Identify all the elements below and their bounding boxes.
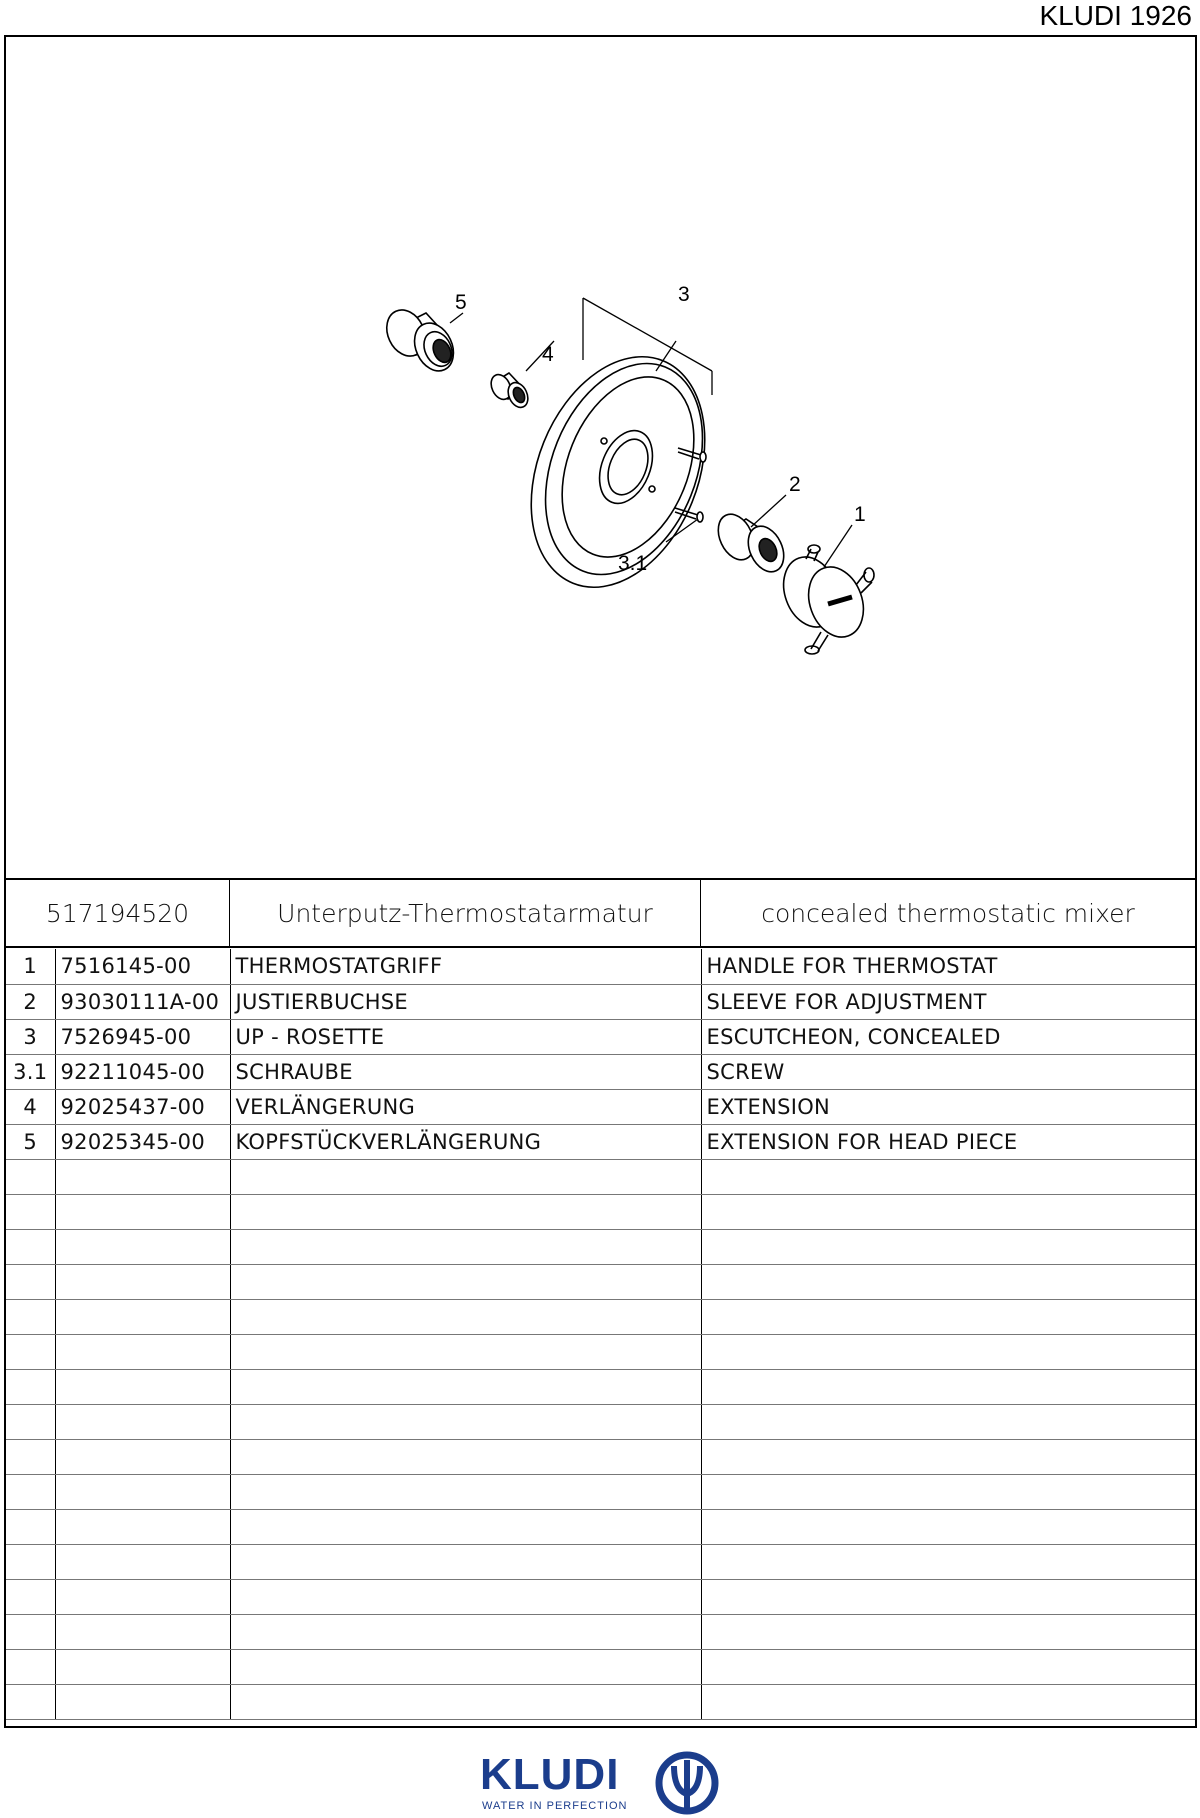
empty-table-row (6, 1404, 1195, 1439)
empty-cell (6, 1474, 55, 1509)
empty-table-row (6, 1229, 1195, 1264)
part-position: 4 (6, 1089, 55, 1124)
empty-cell (230, 1684, 701, 1719)
empty-cell (701, 1369, 1195, 1404)
empty-cell (55, 1299, 230, 1334)
empty-cell (6, 1159, 55, 1194)
empty-cell (55, 1159, 230, 1194)
empty-cell (6, 1544, 55, 1579)
empty-cell (55, 1509, 230, 1544)
empty-table-row (6, 1159, 1195, 1194)
empty-table-row (6, 1509, 1195, 1544)
empty-cell (701, 1649, 1195, 1684)
part-article-number: 7516145-00 (55, 949, 230, 984)
part-article-number: 92025345-00 (55, 1124, 230, 1159)
empty-cell (6, 1369, 55, 1404)
empty-cell (701, 1474, 1195, 1509)
empty-cell (55, 1684, 230, 1719)
part-position: 2 (6, 984, 55, 1019)
empty-table-row (6, 1579, 1195, 1614)
empty-cell (701, 1509, 1195, 1544)
empty-cell (6, 1684, 55, 1719)
empty-cell (701, 1264, 1195, 1299)
logo-tagline: WATER IN PERFECTION (482, 1800, 628, 1812)
table-row (6, 984, 1195, 1019)
empty-cell (230, 1194, 701, 1229)
document-title: KLUDI 1926 (1039, 0, 1192, 31)
part-position: 5 (6, 1124, 55, 1159)
empty-cell (6, 1509, 55, 1544)
callout-3: 3 (678, 283, 690, 306)
part-name-en: ESCUTCHEON, CONCEALED (701, 1019, 1195, 1054)
empty-cell (230, 1369, 701, 1404)
empty-cell (701, 1684, 1195, 1719)
part-article-number: 92211045-00 (55, 1054, 230, 1089)
empty-cell (55, 1264, 230, 1299)
empty-cell (230, 1334, 701, 1369)
empty-cell (6, 1439, 55, 1474)
empty-cell (230, 1614, 701, 1649)
sheet-frame (4, 35, 1197, 1728)
table-row (6, 1054, 1195, 1089)
empty-cell (55, 1404, 230, 1439)
empty-cell (55, 1194, 230, 1229)
empty-cell (6, 1264, 55, 1299)
empty-cell (55, 1544, 230, 1579)
part-position: 3.1 (6, 1054, 55, 1089)
empty-cell (701, 1194, 1195, 1229)
part-1-thermostat-handle (774, 545, 874, 654)
part-article-number: 93030111A-00 (55, 984, 230, 1019)
empty-cell (6, 1194, 55, 1229)
part-name-en: SLEEVE FOR ADJUSTMENT (701, 984, 1195, 1019)
empty-table-row (6, 1544, 1195, 1579)
empty-cell (230, 1649, 701, 1684)
empty-cell (6, 1404, 55, 1439)
empty-cell (6, 1299, 55, 1334)
empty-table-row (6, 1474, 1195, 1509)
table-row (6, 1089, 1195, 1124)
empty-cell (55, 1334, 230, 1369)
empty-table-row (6, 1439, 1195, 1474)
kludi-logo (478, 1750, 728, 1816)
empty-cell (55, 1649, 230, 1684)
exploded-drawing (6, 37, 1195, 880)
part-name-en: EXTENSION FOR HEAD PIECE (701, 1124, 1195, 1159)
part-name-de: THERMOSTATGRIFF (230, 949, 701, 984)
part-article-number: 92025437-00 (55, 1089, 230, 1124)
empty-cell (55, 1474, 230, 1509)
empty-cell (6, 1579, 55, 1614)
empty-cell (230, 1544, 701, 1579)
empty-cell (230, 1579, 701, 1614)
part-2-adjustment-sleeve (711, 508, 790, 577)
empty-cell (701, 1439, 1195, 1474)
empty-cell (701, 1299, 1195, 1334)
empty-cell (6, 1229, 55, 1264)
empty-table-row (6, 1334, 1195, 1369)
part-name-de: VERLÄNGERUNG (230, 1089, 701, 1124)
empty-cell (701, 1404, 1195, 1439)
empty-cell (6, 1614, 55, 1649)
empty-cell (701, 1229, 1195, 1264)
callout-3-1: 3.1 (618, 552, 648, 575)
part-position: 3 (6, 1019, 55, 1054)
part-name-de: SCHRAUBE (230, 1054, 701, 1089)
part-5-head-piece-extension (380, 304, 461, 378)
part-article-number: 7526945-00 (55, 1019, 230, 1054)
part-4-extension (487, 371, 531, 410)
empty-cell (230, 1509, 701, 1544)
empty-cell (55, 1229, 230, 1264)
empty-cell (6, 1334, 55, 1369)
parts-table (6, 949, 1195, 1720)
part-position: 1 (6, 949, 55, 984)
empty-cell (701, 1579, 1195, 1614)
exploded-view-svg (6, 37, 1199, 880)
empty-cell (55, 1579, 230, 1614)
empty-cell (701, 1159, 1195, 1194)
part-name-de: JUSTIERBUCHSE (230, 984, 701, 1019)
empty-table-row (6, 1684, 1195, 1719)
empty-table-row (6, 1264, 1195, 1299)
empty-cell (230, 1159, 701, 1194)
part-name-en: HANDLE FOR THERMOSTAT (701, 949, 1195, 984)
empty-cell (701, 1334, 1195, 1369)
empty-cell (230, 1264, 701, 1299)
empty-table-row (6, 1614, 1195, 1649)
empty-table-row (6, 1299, 1195, 1334)
empty-cell (230, 1229, 701, 1264)
empty-cell (701, 1544, 1195, 1579)
product-article-number: 517194520 (6, 880, 230, 946)
table-row (6, 1124, 1195, 1159)
empty-cell (230, 1474, 701, 1509)
empty-table-row (6, 1194, 1195, 1229)
part-name-en: EXTENSION (701, 1089, 1195, 1124)
callout-2: 2 (789, 473, 801, 496)
empty-table-row (6, 1649, 1195, 1684)
empty-table-row (6, 1369, 1195, 1404)
empty-cell (55, 1439, 230, 1474)
part-name-de: UP - ROSETTE (230, 1019, 701, 1054)
product-header (6, 880, 1195, 948)
part-name-en: SCREW (701, 1054, 1195, 1089)
empty-cell (6, 1649, 55, 1684)
part-name-de: KOPFSTÜCKVERLÄNGERUNG (230, 1124, 701, 1159)
callout-1: 1 (854, 503, 866, 526)
empty-cell (55, 1614, 230, 1649)
logo-water-icon (654, 1750, 720, 1816)
empty-cell (701, 1614, 1195, 1649)
callout-5: 5 (455, 291, 467, 314)
empty-cell (230, 1404, 701, 1439)
table-row (6, 949, 1195, 984)
empty-cell (230, 1299, 701, 1334)
table-row (6, 1019, 1195, 1054)
product-name-en: concealed thermostatic mixer (761, 899, 1135, 928)
empty-cell (55, 1369, 230, 1404)
callout-4: 4 (542, 343, 554, 366)
product-name-de: Unterputz-Thermostatarmatur (230, 880, 701, 946)
empty-cell (230, 1439, 701, 1474)
logo-wordmark: KLUDI (480, 1750, 620, 1799)
